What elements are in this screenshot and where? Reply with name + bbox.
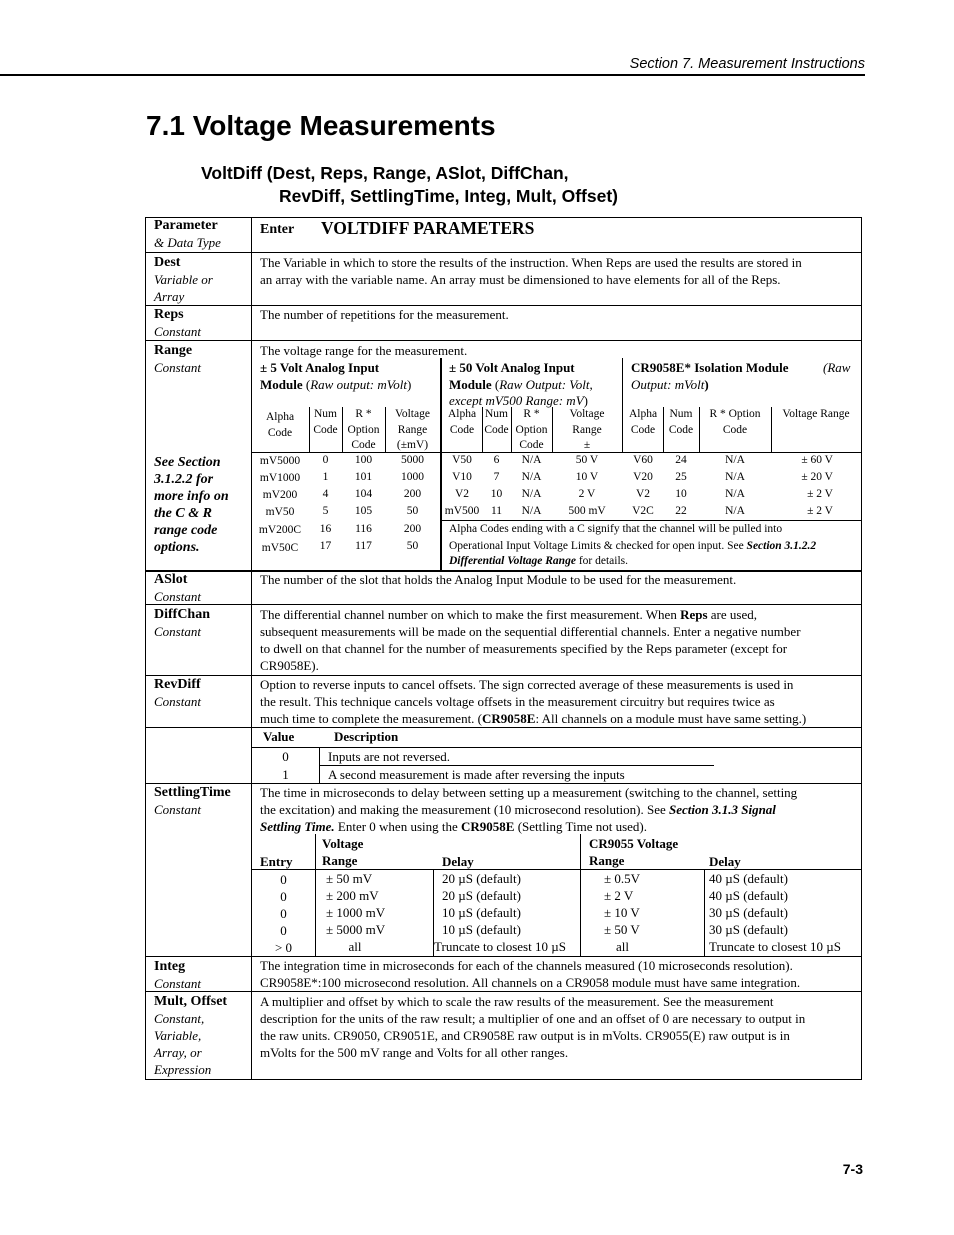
range-see-section-note: 3.1.2.2 for	[154, 472, 214, 487]
settling-cell: ± 1000 mV	[326, 905, 386, 920]
range-cell: 200	[403, 523, 422, 535]
aslot-description: The number of the slot that holds the Analog Input Module to be used for the measurement.	[260, 572, 737, 587]
settling-cell: 20 µS (default)	[442, 888, 521, 903]
col-alpha-code: Alpha Code	[265, 411, 295, 439]
diffchan-description: The differential channel number on which to make the first measurement. When Reps are used,	[260, 607, 757, 622]
mult-offset-description: A multiplier and offset by which to scale the raw results of the measurement. See the measurement	[260, 994, 774, 1009]
range-cell: ± 20 V	[801, 471, 833, 483]
range-cell: 1000	[401, 471, 424, 483]
range-cell: 105	[354, 505, 373, 517]
settling-cell: ± 10 V	[604, 905, 640, 920]
range-cell: V50	[452, 454, 472, 466]
range-cell: N/A	[521, 471, 542, 483]
range-cell: N/A	[521, 454, 542, 466]
settling-cell: 30 µS (default)	[709, 905, 788, 920]
range-cell: 50 V	[575, 454, 599, 466]
settling-cell: 40 µS (default)	[709, 888, 788, 903]
revdiff-description: Option to reverse inputs to cancel offsets. The sign corrected average of these measurements is used in	[260, 677, 794, 692]
col-r-option-code: R * Option Code	[709, 408, 761, 436]
settling-cell: all	[348, 939, 362, 954]
running-header: Section 7. Measurement Instructions	[629, 56, 865, 72]
dest-param-name: Dest	[154, 255, 181, 270]
revdiff-value: 0	[282, 749, 289, 764]
range-cell: 22	[675, 505, 687, 517]
range-param-type: Constant	[154, 360, 201, 375]
range-cell: 0	[322, 454, 329, 466]
range-cell: 500 mV	[568, 505, 606, 517]
range-cell: 5000	[401, 454, 424, 466]
range-cell: V10	[452, 471, 472, 483]
instruction-signature-line2: RevDiff, SettlingTime, Integ, Mult, Offset)	[279, 186, 618, 206]
revdiff-value-header: Value	[263, 729, 295, 744]
revdiff-param-name: RevDiff	[154, 677, 201, 692]
range-cell: 101	[354, 471, 373, 483]
range-cell: 17	[319, 540, 332, 552]
dest-description: The Variable in which to store the results of the instruction. When Reps are used the results are stored in	[260, 255, 802, 270]
col-num-code: Num Code	[668, 408, 694, 436]
range-cell: 11	[490, 505, 503, 517]
range-50v-module-heading-line2: Module (Raw Output: Volt,	[449, 377, 593, 392]
settlingtime-description: the excitation) and making the measurement (10 microsecond resolution). See Section 3.1.3 Signal	[260, 802, 776, 817]
settlingtime-description: The time in microseconds to delay between setting up a measurement (switching to the channel, setting	[260, 785, 798, 800]
range-isolation-module-heading-line2: Output: mVolt)	[631, 377, 709, 392]
page-number: 7-3	[842, 1161, 863, 1177]
mult-offset-param-type: Expression	[154, 1062, 212, 1077]
range-cell: 117	[355, 540, 372, 552]
settling-cell: ± 5000 mV	[326, 922, 386, 937]
diffchan-description: subsequent measurements will be made on the sequential differential channels. Enter a negative number	[260, 624, 801, 639]
range-isolation-module-heading: CR9058E* Isolation Module	[631, 360, 789, 375]
diffchan-description: to dwell on that channel for the number of measurements specified by the Reps parameter (except for	[260, 641, 788, 656]
range-cell: 6	[493, 454, 500, 466]
col-r-option-code: R * Option Code	[347, 408, 380, 451]
section-title: 7.1 Voltage Measurements	[146, 110, 496, 141]
settling-cell: 40 µS (default)	[709, 871, 788, 886]
range-cell: 50	[406, 540, 419, 552]
range-see-section-note: the C & R	[154, 506, 212, 521]
range-cell: 24	[675, 454, 687, 466]
range-cell: V60	[633, 454, 653, 466]
settling-cell: 0	[280, 872, 287, 887]
range-cell: V2	[635, 488, 651, 500]
mult-offset-param-type: Variable,	[154, 1028, 202, 1043]
mult-offset-param-name: Mult, Offset	[154, 994, 228, 1009]
dest-param-type: Variable or	[154, 272, 213, 287]
range-cell: V2	[454, 488, 470, 500]
range-cell: mV5000	[259, 455, 301, 467]
range-see-section-note: more info on	[154, 489, 229, 504]
revdiff-description: much time to complete the measurement. (CR9058E: All channels on a module must have same setting.)	[260, 711, 807, 726]
range-cell: N/A	[725, 505, 745, 517]
col-num-code: Num Code	[484, 408, 509, 436]
c-code-note: Differential Voltage Range for details.	[449, 555, 628, 567]
range-cell: 1	[322, 471, 329, 483]
range-50v-module-heading: ± 50 Volt Analog Input	[449, 360, 575, 375]
revdiff-description: the result. This technique cancels voltage offsets in the measurement circuitry but requires twice as	[260, 694, 775, 709]
range-cell: 10 V	[575, 471, 599, 483]
settling-entry-header: Entry	[260, 854, 293, 869]
settling-cell: 30 µS (default)	[709, 922, 788, 937]
integ-param-name: Integ	[154, 959, 186, 974]
settling-delay-header: Delay	[709, 854, 741, 869]
revdiff-param-type: Constant	[154, 694, 201, 709]
settling-voltage-range-header: Voltage Range	[322, 836, 364, 868]
settling-cell: ± 2 V	[604, 888, 634, 903]
dest-param-type: Array	[154, 289, 185, 304]
table-caption: VOLTDIFF PARAMETERS	[321, 218, 535, 238]
diffchan-param-type: Constant	[154, 624, 201, 639]
reps-param-type: Constant	[154, 324, 201, 339]
revdiff-value-description: Inputs are not reversed.	[328, 749, 451, 764]
range-cell: 116	[355, 523, 372, 535]
range-see-section-note: options.	[154, 540, 200, 555]
mult-offset-description: the raw units. CR9050, CR9051E, and CR9058E raw output is in mVolts. CR9055(E) raw output is in	[260, 1028, 790, 1043]
enter-column-header: Enter	[260, 222, 295, 237]
settling-cell: 0	[280, 906, 287, 921]
range-cell: mV200	[262, 489, 298, 501]
settling-cell: 10 µS (default)	[442, 905, 521, 920]
range-cell: mV500	[444, 505, 480, 517]
range-cell: 2 V	[578, 488, 596, 500]
integ-param-type: Constant	[154, 976, 201, 991]
diffchan-description: CR9058E).	[260, 658, 319, 673]
mult-offset-param-type: Constant,	[154, 1011, 205, 1026]
reps-param-name: Reps	[154, 307, 184, 322]
range-cell: 25	[675, 471, 687, 483]
range-5v-module-heading: ± 5 Volt Analog Input	[260, 360, 380, 375]
settling-cell: ± 200 mV	[326, 888, 379, 903]
settling-cell: 20 µS (default)	[442, 871, 521, 886]
parameter-column-header: Parameter	[154, 218, 218, 233]
range-cell: mV50	[265, 506, 295, 518]
settling-cell: all	[616, 939, 629, 954]
c-code-note: Alpha Codes ending with a C signify that the channel will be pulled into	[449, 523, 783, 535]
integ-description: The integration time in microseconds for each of the channels measured (10 microseconds resolution).	[260, 958, 793, 973]
aslot-param-type: Constant	[154, 589, 201, 604]
settling-cr9055-range-header: CR9055 Voltage Range	[589, 836, 679, 868]
range-see-section-note: See Section	[154, 455, 221, 470]
data-type-column-header: & Data Type	[154, 235, 221, 250]
range-cell: 50	[406, 505, 419, 517]
range-cell: mV200C	[258, 524, 302, 536]
col-alpha-code: Alpha Code	[447, 408, 477, 436]
c-code-note: Operational Input Voltage Limits & checked for open input. See Section 3.1.2.2	[449, 540, 817, 552]
col-voltage-range: Voltage Range (±mV)	[395, 408, 430, 451]
range-cell: 10	[490, 488, 503, 500]
settlingtime-description: Settling Time. Enter 0 when using the CR9058E (Settling Time not used).	[260, 819, 648, 834]
range-cell: mV50C	[261, 542, 299, 554]
col-num-code: Num Code	[313, 408, 338, 436]
range-50v-module-heading-line3: except mV500 Range: mV)	[449, 393, 588, 408]
range-isolation-module-raw: (Raw	[823, 360, 851, 375]
range-cell: 4	[322, 488, 329, 500]
revdiff-value-description: A second measurement is made after reversing the inputs	[328, 767, 625, 782]
range-cell: N/A	[521, 488, 542, 500]
settling-cell: ± 50 V	[604, 922, 640, 937]
settling-cell: ± 0.5V	[604, 871, 641, 886]
range-cell: 16	[319, 523, 332, 535]
range-see-section-note: range code	[154, 523, 218, 538]
settling-cell: Truncate to closest 10 µS	[709, 939, 841, 954]
col-voltage-range: Voltage Range	[782, 408, 850, 420]
range-cell: N/A	[725, 454, 745, 466]
aslot-param-name: ASlot	[154, 572, 188, 587]
range-cell: 7	[493, 471, 500, 483]
range-cell: 5	[322, 505, 329, 517]
col-alpha-code: Alpha Code	[628, 408, 658, 436]
range-cell: 200	[403, 488, 422, 500]
settling-cell: 10 µS (default)	[442, 922, 521, 937]
settling-cell: > 0	[274, 940, 293, 955]
revdiff-value: 1	[282, 767, 289, 782]
range-5v-module-heading-line2: Module (Raw output: mVolt)	[260, 377, 412, 392]
dest-description: an array with the variable name. An array must be dimensioned to have elements for all of the Reps.	[260, 272, 781, 287]
range-cell: 100	[354, 454, 373, 466]
settling-delay-header: Delay	[442, 854, 474, 869]
diffchan-param-name: DiffChan	[154, 607, 211, 622]
mult-offset-param-type: Array, or	[154, 1045, 202, 1060]
range-cell: 10	[675, 488, 687, 500]
range-intro: The voltage range for the measurement.	[260, 343, 468, 358]
range-param-name: Range	[154, 343, 193, 358]
range-cell: ± 2 V	[807, 505, 833, 517]
col-r-option-code: R * Option Code	[515, 408, 548, 451]
range-cell: ± 60 V	[801, 454, 833, 466]
instruction-signature-line1: VoltDiff (Dest, Reps, Range, ASlot, DiffChan,	[201, 163, 569, 183]
range-cell: mV1000	[259, 472, 301, 484]
reps-description: The number of repetitions for the measurement.	[260, 307, 509, 322]
mult-offset-description: description for the units of the raw result; a multiplier of one and an offset of 0 are necessary to output in	[260, 1011, 806, 1026]
settling-cell: 0	[280, 923, 287, 938]
range-cell: N/A	[725, 471, 745, 483]
header-rule	[0, 74, 865, 76]
settling-cell: ± 50 mV	[326, 871, 373, 886]
mult-offset-description: mVolts for the 500 mV range and Volts for all other ranges.	[260, 1045, 569, 1060]
range-cell: 104	[354, 488, 373, 500]
range-cell: N/A	[725, 488, 745, 500]
range-cell: ± 2 V	[807, 488, 833, 500]
settlingtime-param-type: Constant	[154, 802, 201, 817]
settlingtime-param-name: SettlingTime	[154, 785, 231, 800]
settling-cell: 0	[280, 889, 287, 904]
integ-description: CR9058E*:100 microsecond resolution. All channels on a CR9058 module must have same integration.	[260, 975, 801, 990]
col-voltage-range: Voltage Range ±	[569, 408, 605, 451]
settling-cell: Truncate to closest 10 µS	[434, 939, 566, 954]
range-cell: V2C	[632, 505, 654, 517]
range-cell: N/A	[521, 505, 542, 517]
range-cell: V20	[633, 471, 653, 483]
revdiff-description-header: Description	[334, 729, 399, 744]
